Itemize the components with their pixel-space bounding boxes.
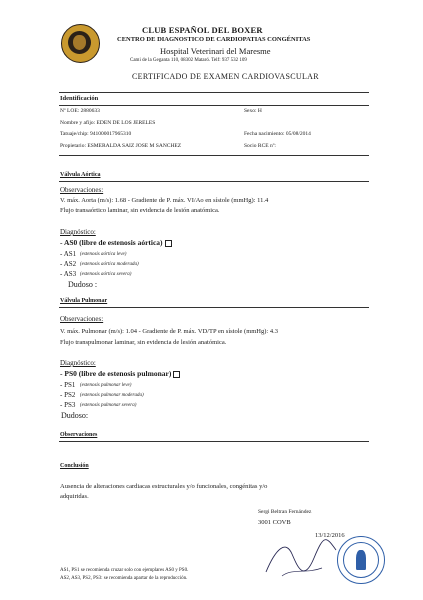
as0-checkbox	[165, 240, 172, 247]
owner: Propietario: ESMERALDA SAIZ JOSE M SANCHEZ	[60, 143, 182, 149]
conclusion-line1: Ausencia de alteraciones cardiacas estructurales y/o funcionales, congénitas y/o	[60, 483, 268, 490]
chip-number: Tatuaje/chip: 941000017965310	[60, 131, 132, 137]
ps1-option: - PS1	[60, 381, 76, 389]
handwritten-signature	[262, 528, 342, 588]
identification-heading: Identificación	[60, 95, 99, 102]
as0-label: - AS0 (libre de estenosis aórtica)	[60, 238, 163, 247]
id-heading-rule	[59, 105, 369, 106]
pulmonary-dudoso: Dudoso:	[61, 411, 89, 420]
signer-name: Sergi Beltran Fernández	[258, 509, 312, 515]
as1-desc: (estenosis aórtica leve)	[80, 252, 127, 257]
ps0-label: - PS0 (libre de estenosis pulmonar)	[60, 369, 172, 378]
sex: Sexo: H	[244, 108, 262, 114]
lof-number: Nº LOE: 2880633	[60, 108, 100, 114]
ps1-desc: (estenosis pulmonar leve)	[80, 383, 132, 388]
aortic-obs-line2: Flujo transaórtico laminar, sin evidencia de lesión anatómica.	[60, 207, 220, 214]
as2-option: - AS2	[60, 260, 77, 268]
as2-desc: (estenosis aórtica moderada)	[80, 262, 139, 267]
pulmonary-obs-line1: V. máx. Pulmonar (m/s): 1.04 - Gradiente de P. máx. VD/TP en sístole (mmHg): 4.3	[60, 328, 278, 335]
as1-option: - AS1	[60, 250, 77, 258]
veterinary-stamp	[337, 536, 385, 584]
hospital-address: Cami de la Geganta 110, 08302 Mataró. Telf: 937 532 109	[130, 58, 247, 63]
aortic-dudoso: Dudoso :	[68, 280, 98, 289]
socio-number: Socio RCE nº:	[244, 143, 276, 149]
aortic-obs-line1: V. máx. Aorta (m/s): 1.68 - Gradiente de P. máx. VI/Ao en sístole (mmHg): 11.4	[60, 197, 269, 204]
as3-option: - AS3	[60, 270, 77, 278]
ps2-option: - PS2	[60, 391, 76, 399]
ps2-desc: (estenosis pulmonar moderada)	[80, 393, 144, 398]
club-logo	[61, 24, 100, 63]
pulmonary-heading: Válvula Pulmonar	[60, 298, 108, 304]
observaciones-rule	[59, 441, 369, 442]
hospital-name: Hospital Veterinari del Maresme	[160, 46, 271, 56]
certificate-title: CERTIFICADO DE EXAMEN CARDIOVASCULAR	[132, 72, 319, 81]
pulmonary-rule	[59, 307, 369, 308]
center-name: CENTRO DE DIAGNOSTICO DE CARDIOPATIAS CONGÉNITAS	[117, 36, 311, 43]
ps3-desc: (estenosis pulmonar severa)	[80, 403, 137, 408]
as3-desc: (estenosis aórtica severa)	[80, 272, 132, 277]
signature-date: 13/12/2016	[315, 532, 345, 539]
id-bottom-rule	[59, 155, 369, 156]
conclusion-line2: adquiridas.	[60, 493, 89, 500]
aortic-obs-label: Observaciones:	[60, 186, 104, 194]
as0-option	[60, 239, 172, 247]
observaciones-heading: Observaciones	[60, 432, 98, 438]
footer-line1: AS1, PS1 se recomienda cruzar solo con ejemplares AS0 y PS0.	[60, 568, 189, 573]
birth-date: Fecha nacimiento: 05/08/2014	[244, 131, 311, 137]
aortic-heading: Válvula Aórtica	[60, 172, 101, 178]
id-top-rule	[59, 92, 369, 93]
aortic-diag-label: Diagnóstico:	[60, 228, 96, 236]
dog-name: Nombre y afijo: EDEN DE LOS JERELES	[60, 120, 156, 126]
conclusion-heading: Conclusión	[60, 463, 89, 469]
aortic-rule	[59, 181, 369, 182]
club-name: CLUB ESPAÑOL DEL BOXER	[142, 25, 263, 35]
ps0-checkbox	[173, 371, 180, 378]
footer-line2: AS2, AS3, PS2, PS3: se recomienda apartar de la reproducción.	[60, 576, 188, 581]
ps3-option: - PS3	[60, 401, 76, 409]
signer-colegiado: 3001 COVB	[258, 519, 291, 526]
pulmonary-obs-line2: Flujo transpulmonar laminar, sin evidencia de lesión anatómica.	[60, 339, 227, 346]
pulmonary-diag-label: Diagnóstico:	[60, 359, 96, 367]
ps0-option	[60, 370, 180, 378]
pulmonary-obs-label: Observaciones:	[60, 315, 104, 323]
